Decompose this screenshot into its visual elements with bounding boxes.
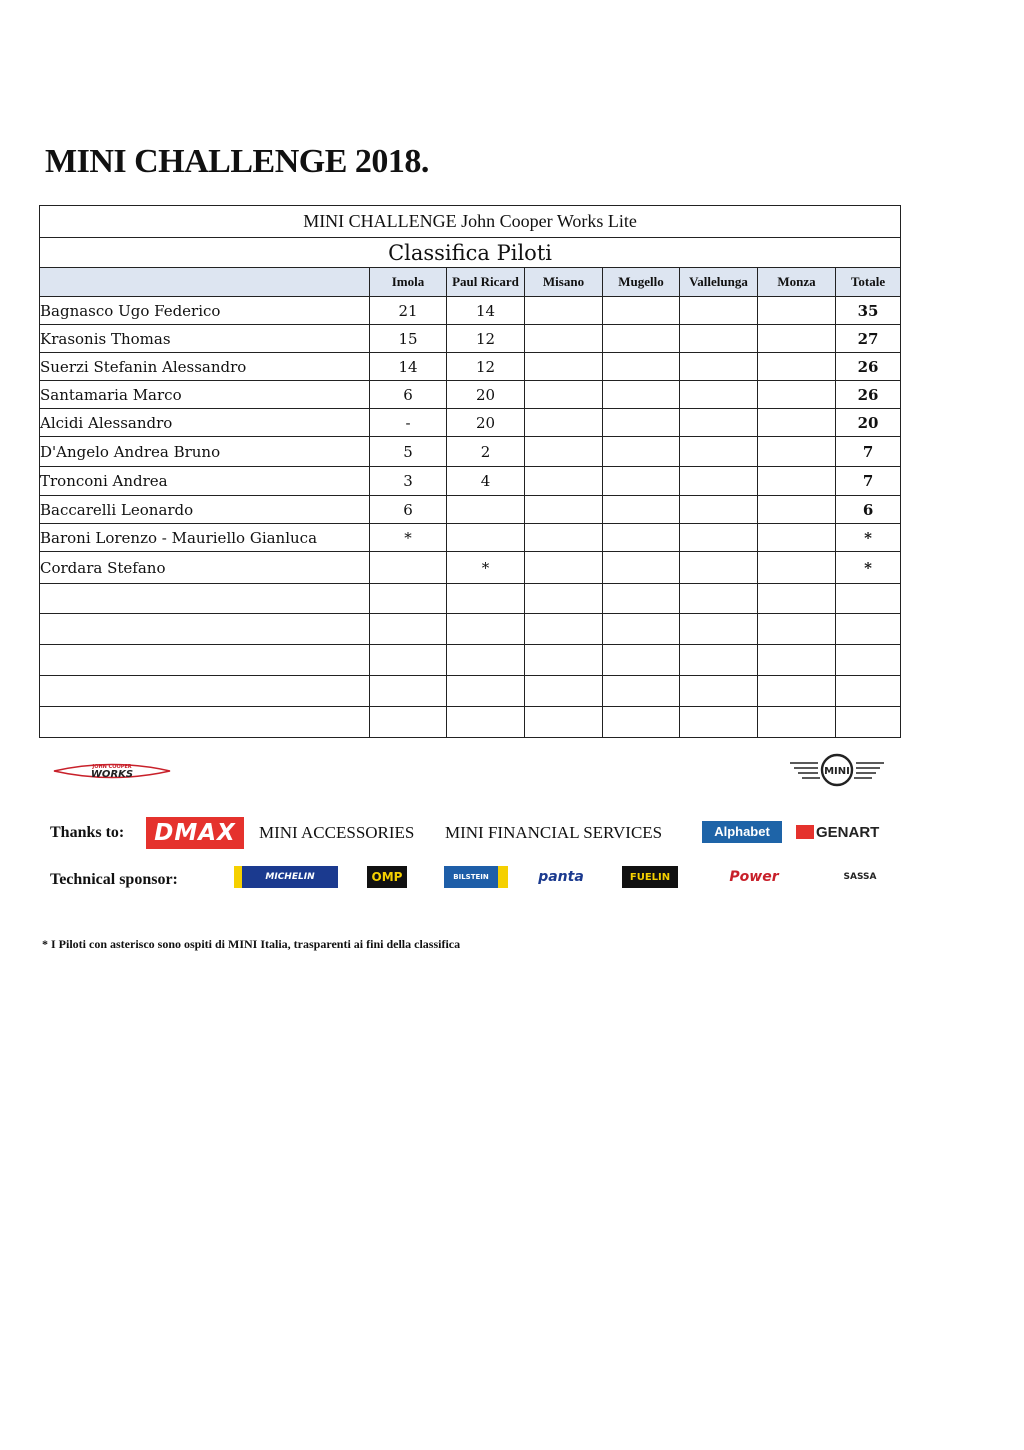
race-points-mugello xyxy=(603,584,680,614)
sassa-logo: SASSA xyxy=(843,872,877,882)
race-points-vallelunga xyxy=(680,552,758,584)
race-points-imola: 14 xyxy=(370,353,447,381)
race-points-imola: - xyxy=(370,409,447,437)
race-points-paul-ricard: * xyxy=(447,552,525,584)
pilot-name: Baccarelli Leonardo xyxy=(40,496,370,524)
total-points xyxy=(836,707,901,738)
race-points-monza xyxy=(758,467,836,496)
race-points-vallelunga xyxy=(680,381,758,409)
race-points-mugello xyxy=(603,645,680,676)
total-points xyxy=(836,676,901,707)
total-points: 6 xyxy=(836,496,901,524)
race-points-misano xyxy=(525,297,603,325)
page-title: MINI CHALLENGE 2018. xyxy=(45,143,429,180)
race-points-misano xyxy=(525,524,603,552)
table-subtitle: MINI CHALLENGE John Cooper Works Lite xyxy=(40,206,901,238)
header-vallelunga: Vallelunga xyxy=(680,268,758,297)
race-points-vallelunga xyxy=(680,409,758,437)
pilot-name xyxy=(40,614,370,645)
race-points-misano xyxy=(525,409,603,437)
race-points-vallelunga xyxy=(680,614,758,645)
race-points-imola xyxy=(370,584,447,614)
race-points-vallelunga xyxy=(680,676,758,707)
race-points-misano xyxy=(525,467,603,496)
race-points-imola xyxy=(370,707,447,738)
race-points-paul-ricard: 2 xyxy=(447,437,525,467)
race-points-imola: 6 xyxy=(370,496,447,524)
race-points-vallelunga xyxy=(680,297,758,325)
race-points-imola: 3 xyxy=(370,467,447,496)
pilot-name xyxy=(40,676,370,707)
pilot-name xyxy=(40,707,370,738)
race-points-monza xyxy=(758,614,836,645)
pilot-name: Alcidi Alessandro xyxy=(40,409,370,437)
pilot-name xyxy=(40,584,370,614)
race-points-monza xyxy=(758,496,836,524)
pilot-name: D'Angelo Andrea Bruno xyxy=(40,437,370,467)
race-points-paul-ricard xyxy=(447,707,525,738)
race-points-paul-ricard: 20 xyxy=(447,381,525,409)
table-row xyxy=(40,645,901,676)
total-points xyxy=(836,614,901,645)
genart-mark-icon xyxy=(796,825,814,839)
race-points-vallelunga xyxy=(680,467,758,496)
mini-financial-services-text: MINI FINANCIAL SERVICES xyxy=(445,823,663,842)
thanks-label: Thanks to: xyxy=(50,824,125,841)
race-points-paul-ricard: 12 xyxy=(447,353,525,381)
race-points-vallelunga xyxy=(680,524,758,552)
race-points-mugello xyxy=(603,297,680,325)
race-points-monza xyxy=(758,437,836,467)
race-points-paul-ricard xyxy=(447,676,525,707)
john-cooper-works-logo xyxy=(52,760,172,782)
michelin-logo: MICHELIN xyxy=(234,866,338,888)
race-points-vallelunga xyxy=(680,707,758,738)
race-points-mugello xyxy=(603,707,680,738)
genart-text: GENART xyxy=(816,824,880,841)
pilot-name: Cordara Stefano xyxy=(40,552,370,584)
total-points: 7 xyxy=(836,437,901,467)
race-points-mugello xyxy=(603,524,680,552)
race-points-monza xyxy=(758,297,836,325)
bilstein-logo: BILSTEIN xyxy=(444,866,508,888)
pilot-name: Krasonis Thomas xyxy=(40,325,370,353)
header-mugello: Mugello xyxy=(603,268,680,297)
omp-logo: OMP xyxy=(367,866,407,888)
header-paul-ricard: Paul Ricard xyxy=(447,268,525,297)
total-points: 27 xyxy=(836,325,901,353)
table-row xyxy=(40,437,901,467)
race-points-paul-ricard xyxy=(447,614,525,645)
race-points-imola xyxy=(370,645,447,676)
header-misano: Misano xyxy=(525,268,603,297)
race-points-misano xyxy=(525,381,603,409)
dmax-logo: DMAX xyxy=(146,817,244,849)
race-points-vallelunga xyxy=(680,584,758,614)
race-points-monza xyxy=(758,353,836,381)
race-points-misano xyxy=(525,707,603,738)
table-row xyxy=(40,496,901,524)
mini-logo-text: MINI xyxy=(824,766,850,777)
mini-accessories-text: MINI ACCESSORIES xyxy=(259,823,415,842)
table-row xyxy=(40,297,901,325)
race-points-paul-ricard xyxy=(447,645,525,676)
race-points-imola xyxy=(370,614,447,645)
race-points-misano xyxy=(525,353,603,381)
race-points-mugello xyxy=(603,676,680,707)
header-pilot xyxy=(40,268,370,297)
table-row xyxy=(40,353,901,381)
race-points-paul-ricard: 20 xyxy=(447,409,525,437)
header-totale: Totale xyxy=(836,268,901,297)
race-points-imola xyxy=(370,676,447,707)
race-points-vallelunga xyxy=(680,496,758,524)
race-points-monza xyxy=(758,552,836,584)
race-points-mugello xyxy=(603,409,680,437)
table-row xyxy=(40,614,901,645)
race-points-vallelunga xyxy=(680,437,758,467)
race-points-mugello xyxy=(603,381,680,409)
pilot-name: Baroni Lorenzo - Mauriello Gianluca xyxy=(40,524,370,552)
race-points-monza xyxy=(758,524,836,552)
race-points-monza xyxy=(758,409,836,437)
jcw-bottom-text: WORKS xyxy=(90,769,134,780)
race-points-imola: 5 xyxy=(370,437,447,467)
race-points-mugello xyxy=(603,325,680,353)
race-points-imola: * xyxy=(370,524,447,552)
race-points-misano xyxy=(525,584,603,614)
race-points-misano xyxy=(525,645,603,676)
total-points: 35 xyxy=(836,297,901,325)
power-logo: Power xyxy=(729,869,779,885)
race-points-vallelunga xyxy=(680,645,758,676)
total-points: 20 xyxy=(836,409,901,437)
race-points-paul-ricard: 12 xyxy=(447,325,525,353)
race-points-paul-ricard: 14 xyxy=(447,297,525,325)
pilot-name: Bagnasco Ugo Federico xyxy=(40,297,370,325)
race-points-monza xyxy=(758,584,836,614)
race-points-mugello xyxy=(603,614,680,645)
header-monza: Monza xyxy=(758,268,836,297)
race-points-paul-ricard xyxy=(447,524,525,552)
pilot-name: Santamaria Marco xyxy=(40,381,370,409)
total-points: * xyxy=(836,552,901,584)
race-points-monza xyxy=(758,325,836,353)
race-points-misano xyxy=(525,614,603,645)
table-header-row xyxy=(40,268,901,297)
table-row xyxy=(40,676,901,707)
race-points-mugello xyxy=(603,437,680,467)
race-points-paul-ricard xyxy=(447,584,525,614)
total-points: * xyxy=(836,524,901,552)
race-points-misano xyxy=(525,676,603,707)
table-row xyxy=(40,409,901,437)
race-points-vallelunga xyxy=(680,353,758,381)
pilot-name: Suerzi Stefanin Alessandro xyxy=(40,353,370,381)
race-points-misano xyxy=(525,496,603,524)
standings-table xyxy=(39,205,901,738)
race-points-mugello xyxy=(603,552,680,584)
total-points: 26 xyxy=(836,381,901,409)
race-points-misano xyxy=(525,552,603,584)
jcw-top-text: JOHN COOPER xyxy=(92,764,132,770)
total-points: 7 xyxy=(836,467,901,496)
table-row xyxy=(40,381,901,409)
pilot-name: Tronconi Andrea xyxy=(40,467,370,496)
race-points-imola: 15 xyxy=(370,325,447,353)
table-row xyxy=(40,467,901,496)
panta-logo: panta xyxy=(538,869,584,885)
table-row xyxy=(40,584,901,614)
table-row xyxy=(40,552,901,584)
total-points xyxy=(836,584,901,614)
total-points xyxy=(836,645,901,676)
race-points-paul-ricard xyxy=(447,496,525,524)
classifica-title: Classifica Piloti xyxy=(40,238,901,268)
race-points-misano xyxy=(525,325,603,353)
race-points-misano xyxy=(525,437,603,467)
race-points-monza xyxy=(758,707,836,738)
alphabet-logo: Alphabet xyxy=(702,821,782,843)
footnote: * I Piloti con asterisco sono ospiti di MINI Italia, trasparenti ai fini della classifica xyxy=(42,937,461,951)
total-points: 26 xyxy=(836,353,901,381)
race-points-monza xyxy=(758,645,836,676)
race-points-imola: 6 xyxy=(370,381,447,409)
genart-logo xyxy=(796,824,879,841)
race-points-imola: 21 xyxy=(370,297,447,325)
mini-logo xyxy=(788,753,886,787)
fuelin-logo: FUELIN xyxy=(622,866,678,888)
race-points-mugello xyxy=(603,353,680,381)
race-points-mugello xyxy=(603,496,680,524)
race-points-imola xyxy=(370,552,447,584)
technical-sponsor-label: Technical sponsor: xyxy=(50,871,178,888)
header-imola: Imola xyxy=(370,268,447,297)
pilot-name xyxy=(40,645,370,676)
race-points-monza xyxy=(758,676,836,707)
table-row xyxy=(40,325,901,353)
race-points-mugello xyxy=(603,467,680,496)
race-points-vallelunga xyxy=(680,325,758,353)
table-row xyxy=(40,524,901,552)
table-row xyxy=(40,707,901,738)
race-points-monza xyxy=(758,381,836,409)
race-points-paul-ricard: 4 xyxy=(447,467,525,496)
